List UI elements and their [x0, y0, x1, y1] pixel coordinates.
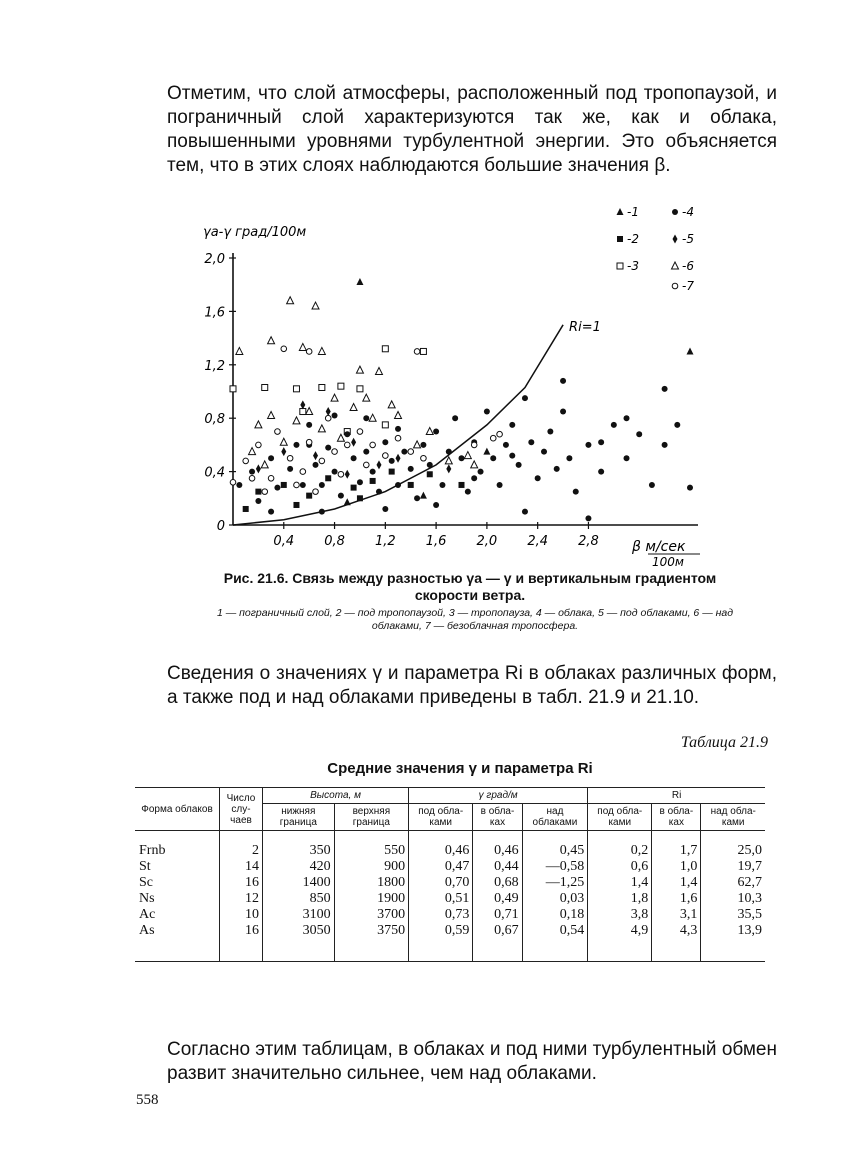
legend-label-2: -2 — [627, 232, 639, 246]
header-height-lower: нижняя граница — [263, 804, 335, 831]
data-point-series-4 — [382, 439, 388, 445]
data-point-series-7 — [268, 475, 274, 481]
table-cell: As — [139, 923, 155, 938]
data-point-series-5 — [351, 438, 356, 447]
data-point-series-3 — [420, 348, 426, 354]
data-point-series-4 — [268, 455, 274, 461]
header-ri-in: в обла-ках — [652, 804, 701, 831]
header-cases: Число слу-чаев — [220, 788, 263, 831]
table-cell: 0,67 — [473, 923, 522, 962]
header-gamma-below: под обла-ками — [409, 804, 473, 831]
data-point-series-6 — [255, 421, 262, 428]
table-cell: 13,9 — [701, 923, 765, 962]
table-title: Средние значения γ и параметра Ri — [327, 760, 593, 777]
legend-marker-7 — [672, 283, 678, 289]
data-point-series-4 — [395, 426, 401, 432]
data-point-series-4 — [376, 489, 382, 495]
table-cell: 550 — [334, 831, 408, 860]
data-point-series-4 — [662, 442, 668, 448]
data-point-series-6 — [331, 394, 338, 401]
table-row — [135, 907, 765, 923]
legend-label-4: -4 — [682, 205, 694, 219]
data-point-series-4 — [446, 449, 452, 455]
data-point-series-4 — [452, 415, 458, 421]
table-cell: 35,5 — [701, 907, 765, 923]
data-point-series-4 — [313, 462, 319, 468]
data-point-series-2 — [325, 475, 331, 481]
x-tick-label: 0,8 — [324, 534, 345, 549]
data-point-series-4 — [471, 475, 477, 481]
paragraph-table-intro: Сведения о значениях γ и параметра Ri в облаках различных форм, а также под и над облаками приведены в табл. 21.9 и 21.10. — [167, 663, 777, 708]
data-point-series-4 — [325, 445, 331, 451]
data-point-series-4 — [465, 489, 471, 495]
data-point-series-4 — [287, 466, 293, 472]
table-cell: 0,59 — [409, 923, 473, 962]
paragraph-intro: Отметим, что слой атмосферы, расположенный под тропопаузой, и пограничный слой характеризуются так же, как и облака, повышенными уровнями турбулентной энергии. Это объясняется тем, что в этих слоях наблюдаются большие значения β. — [167, 83, 777, 176]
data-point-series-4 — [351, 455, 357, 461]
x-tick-label: 1,6 — [425, 534, 447, 549]
data-point-series-4 — [357, 479, 363, 485]
table-cell: Frnb — [139, 843, 166, 858]
table-cell: Sc — [139, 875, 153, 890]
data-point-series-3 — [382, 346, 388, 352]
x-axis-label: β м/сек — [632, 539, 686, 555]
table-cell: 3,8 — [588, 907, 652, 923]
data-point-series-4 — [332, 413, 338, 419]
data-point-series-4 — [541, 449, 547, 455]
figure-caption: Рис. 21.6. Связь между разностью γa — γ и вертикальным градиентом скорости ветра. — [223, 570, 717, 603]
legend-marker-2 — [617, 236, 623, 242]
table-cell: 3700 — [334, 907, 408, 923]
data-point-series-7 — [319, 458, 325, 464]
data-point-series-4 — [547, 429, 553, 435]
data-point-series-4 — [649, 482, 655, 488]
figure-legend-caption: 1 — пограничный слой, 2 — под тропопаузой, 3 — тропопауза, 4 — облака, 5 — под облаками, 6 — над облаками, 7 — безоблачная тропосфера. — [216, 607, 734, 632]
y-tick-label: 0,4 — [204, 465, 225, 481]
header-ri: Ri — [588, 788, 765, 804]
data-point-series-6 — [318, 347, 325, 354]
data-point-series-4 — [439, 482, 445, 488]
table-row — [135, 875, 765, 891]
data-point-series-6 — [337, 434, 344, 441]
data-point-series-7 — [275, 429, 281, 435]
data-point-series-5 — [256, 464, 261, 473]
data-point-series-1 — [356, 278, 363, 285]
data-point-series-6 — [287, 297, 294, 304]
data-point-series-7 — [395, 435, 401, 441]
data-point-series-4 — [535, 475, 541, 481]
table-cell: 0,68 — [473, 875, 522, 891]
data-point-series-4 — [503, 442, 509, 448]
data-point-series-5 — [313, 451, 318, 460]
data-point-series-6 — [395, 412, 402, 419]
data-point-series-3 — [382, 422, 388, 428]
data-point-series-7 — [249, 475, 255, 481]
scatter-chart — [190, 200, 730, 570]
data-point-series-2 — [408, 482, 414, 488]
data-point-series-2 — [293, 502, 299, 508]
data-point-series-4 — [478, 469, 484, 475]
table-cell: 1,4 — [652, 875, 701, 891]
data-point-series-2 — [389, 469, 395, 475]
page-number: 558 — [136, 1092, 159, 1108]
table-cell: 1800 — [334, 875, 408, 891]
y-axis-label: γa-γ град/100м — [203, 225, 307, 240]
data-point-series-4 — [236, 482, 242, 488]
y-tick-label: 0,8 — [204, 412, 225, 428]
data-point-series-5 — [376, 460, 381, 469]
data-point-series-5 — [396, 454, 401, 463]
data-point-series-2 — [370, 478, 376, 484]
legend-label-3: -3 — [627, 259, 639, 273]
table-cell: 350 — [263, 831, 335, 860]
data-point-series-4 — [332, 469, 338, 475]
data-point-series-5 — [326, 407, 331, 416]
data-point-series-7 — [497, 431, 503, 437]
table-cell: 0,44 — [473, 859, 522, 875]
data-point-series-4 — [382, 506, 388, 512]
data-point-series-7 — [262, 489, 268, 495]
data-point-series-7 — [332, 449, 338, 455]
table-cell: 0,2 — [588, 831, 652, 860]
data-point-series-4 — [598, 439, 604, 445]
table-cell: 0,71 — [473, 907, 522, 923]
data-point-series-6 — [356, 366, 363, 373]
data-point-series-7 — [408, 449, 414, 455]
data-point-series-4 — [344, 431, 350, 437]
data-point-series-4 — [370, 469, 376, 475]
header-height: Высота, м — [263, 788, 409, 804]
table-cell: 62,7 — [701, 875, 765, 891]
table-cell: 0,45 — [522, 831, 588, 860]
data-point-series-4 — [636, 431, 642, 437]
paragraph-conclusion: Согласно этим таблицам, в облаках и под ними турбулентный обмен развит значительно сильнее, чем над облаками. — [167, 1039, 777, 1084]
table-cell: 0,73 — [409, 907, 473, 923]
table-cell: 4,3 — [652, 923, 701, 962]
y-tick-label: 1,6 — [204, 305, 225, 321]
table-cell: 1900 — [334, 891, 408, 907]
x-tick-label: 2,0 — [476, 534, 498, 549]
data-point-series-4 — [528, 439, 534, 445]
header-ri-above: над обла-ками — [701, 804, 765, 831]
data-point-series-6 — [268, 337, 275, 344]
data-point-series-4 — [497, 482, 503, 488]
data-point-series-7 — [414, 349, 420, 355]
table-cell: 0,51 — [409, 891, 473, 907]
legend-label-6: -6 — [682, 259, 694, 273]
data-point-series-3 — [319, 384, 325, 390]
data-point-series-4 — [249, 469, 255, 475]
table-cell: Ns — [139, 891, 155, 906]
data-point-series-6 — [445, 457, 452, 464]
table-cell: 3750 — [334, 923, 408, 962]
data-point-series-6 — [414, 441, 421, 448]
table-cell: 0,46 — [473, 831, 522, 860]
table-cell: 16 — [220, 875, 263, 891]
ri-curve-label: Ri=1 — [569, 319, 601, 335]
data-point-series-5 — [281, 447, 286, 456]
data-point-series-7 — [370, 442, 376, 448]
data-point-series-7 — [281, 346, 287, 352]
data-point-series-1 — [483, 448, 490, 455]
data-point-series-6 — [236, 347, 243, 354]
data-point-series-4 — [363, 449, 369, 455]
data-point-series-4 — [389, 458, 395, 464]
data-point-series-4 — [585, 515, 591, 521]
data-point-series-3 — [262, 384, 268, 390]
data-point-series-7 — [363, 462, 369, 468]
data-point-series-4 — [624, 455, 630, 461]
data-point-series-4 — [509, 422, 515, 428]
data-point-series-6 — [388, 401, 395, 408]
data-point-series-4 — [573, 489, 579, 495]
data-point-series-4 — [433, 429, 439, 435]
data-point-series-2 — [427, 471, 433, 477]
data-point-series-4 — [490, 455, 496, 461]
header-ri-below: под обла-ками — [588, 804, 652, 831]
data-point-series-4 — [300, 482, 306, 488]
table-cell: 16 — [220, 923, 263, 962]
header-height-upper: верхняя граница — [334, 804, 408, 831]
table-cell: —0,58 — [522, 859, 588, 875]
legend-marker-3 — [617, 263, 623, 269]
table-cell: 0,03 — [522, 891, 588, 907]
data-point-series-2 — [459, 482, 465, 488]
table-label: Таблица 21.9 — [680, 734, 768, 751]
data-point-series-4 — [408, 466, 414, 472]
data-point-series-6 — [318, 425, 325, 432]
data-point-series-2 — [357, 495, 363, 501]
table-cell: 0,54 — [522, 923, 588, 962]
data-point-series-6 — [312, 302, 319, 309]
data-point-series-7 — [313, 489, 319, 495]
data-point-series-1 — [344, 498, 351, 505]
data-point-series-4 — [624, 415, 630, 421]
data-point-series-7 — [230, 479, 236, 485]
data-point-series-7 — [357, 429, 363, 435]
table-cell: 850 — [263, 891, 335, 907]
data-point-series-6 — [363, 394, 370, 401]
data-point-series-4 — [611, 422, 617, 428]
table-cell: 1,0 — [652, 859, 701, 875]
table-cell: 0,46 — [409, 831, 473, 860]
data-point-series-4 — [395, 482, 401, 488]
data-point-series-6 — [464, 452, 471, 459]
table-cell: 14 — [220, 859, 263, 875]
data-point-series-4 — [414, 495, 420, 501]
data-point-series-4 — [560, 378, 566, 384]
x-tick-label: 2,4 — [527, 534, 549, 549]
data-point-series-7 — [256, 442, 262, 448]
data-point-series-4 — [509, 453, 515, 459]
x-axis-label-denominator: 100м — [652, 555, 684, 569]
table-row — [135, 891, 765, 907]
header-gamma-above: над облаками — [522, 804, 588, 831]
data-point-series-2 — [255, 489, 261, 495]
data-point-series-4 — [401, 449, 407, 455]
data-point-series-4 — [522, 509, 528, 515]
table-cell: 1,7 — [652, 831, 701, 860]
table-cell: 1,8 — [588, 891, 652, 907]
data-point-series-1 — [687, 347, 694, 354]
data-point-series-7 — [338, 471, 344, 477]
y-tick-label: 1,2 — [204, 358, 225, 374]
table-cell: St — [139, 859, 151, 874]
table-cell: 1,4 — [588, 875, 652, 891]
data-point-series-4 — [484, 409, 490, 415]
data-point-series-3 — [293, 386, 299, 392]
table-cell: 1,6 — [652, 891, 701, 907]
table-cell: 10,3 — [701, 891, 765, 907]
table-row — [135, 831, 765, 860]
data-point-series-6 — [293, 417, 300, 424]
table-cell: 900 — [334, 859, 408, 875]
data-point-series-7 — [325, 415, 331, 421]
data-point-series-4 — [363, 415, 369, 421]
data-point-series-4 — [674, 422, 680, 428]
table-cell: —1,25 — [522, 875, 588, 891]
y-tick-label: 0 — [216, 519, 225, 534]
data-point-series-4 — [554, 466, 560, 472]
legend-marker-6 — [672, 262, 679, 269]
data-point-series-4 — [598, 469, 604, 475]
data-point-series-7 — [344, 442, 350, 448]
data-point-series-5 — [345, 470, 350, 479]
table-cell: Ac — [139, 907, 156, 922]
table-cell: 19,7 — [701, 859, 765, 875]
data-point-series-7 — [243, 458, 249, 464]
data-point-series-2 — [306, 493, 312, 499]
legend-marker-5 — [673, 235, 678, 244]
data-point-series-4 — [516, 462, 522, 468]
data-point-series-4 — [255, 498, 261, 504]
data-point-series-3 — [230, 386, 236, 392]
data-point-series-7 — [300, 469, 306, 475]
data-point-series-7 — [306, 349, 312, 355]
table-cell: 0,47 — [409, 859, 473, 875]
data-point-series-6 — [369, 414, 376, 421]
data-point-series-3 — [338, 383, 344, 389]
table-cell: 420 — [263, 859, 335, 875]
data-point-series-4 — [585, 442, 591, 448]
table-cell: 3,1 — [652, 907, 701, 923]
legend-marker-4 — [672, 209, 678, 215]
data-point-series-4 — [433, 502, 439, 508]
data-point-series-4 — [566, 455, 572, 461]
legend-marker-1 — [617, 208, 624, 215]
x-tick-label: 2,8 — [578, 534, 599, 549]
data-point-series-7 — [383, 453, 389, 459]
data-point-series-4 — [293, 442, 299, 448]
data-point-series-1 — [420, 492, 427, 499]
data-point-series-6 — [280, 438, 287, 445]
data-point-series-6 — [299, 343, 306, 350]
data-point-series-4 — [687, 485, 693, 491]
table-cell: 3100 — [263, 907, 335, 923]
data-point-series-4 — [338, 493, 344, 499]
legend-label-7: -7 — [682, 279, 694, 293]
data-point-series-5 — [300, 400, 305, 409]
table-cell: 0,70 — [409, 875, 473, 891]
data-point-series-4 — [662, 386, 668, 392]
data-point-series-7 — [306, 439, 312, 445]
table-row — [135, 923, 765, 962]
data-point-series-4 — [459, 455, 465, 461]
data-point-series-7 — [287, 455, 293, 461]
data-point-series-4 — [268, 509, 274, 515]
data-point-series-6 — [471, 461, 478, 468]
data-point-series-4 — [274, 485, 280, 491]
data-point-series-4 — [306, 422, 312, 428]
table-cell: 10 — [220, 907, 263, 923]
table-cell: 3050 — [263, 923, 335, 962]
table-cell: 0,18 — [522, 907, 588, 923]
data-point-series-5 — [446, 464, 451, 473]
data-point-series-4 — [560, 409, 566, 415]
data-point-series-7 — [294, 482, 300, 488]
x-tick-label: 1,2 — [374, 534, 396, 549]
data-point-series-4 — [522, 395, 528, 401]
data-table — [135, 787, 765, 962]
data-point-series-7 — [490, 435, 496, 441]
data-point-series-6 — [426, 428, 433, 435]
data-point-series-6 — [261, 461, 268, 468]
header-form: Форма облаков — [135, 788, 220, 831]
data-point-series-4 — [319, 509, 325, 515]
data-point-series-6 — [249, 448, 256, 455]
data-point-series-2 — [351, 485, 357, 491]
header-gamma-in: в обла-ках — [473, 804, 522, 831]
data-point-series-4 — [420, 442, 426, 448]
table-cell: 0,49 — [473, 891, 522, 907]
y-tick-label: 2,0 — [204, 252, 225, 267]
legend-label-1: -1 — [627, 205, 639, 219]
table-cell: 12 — [220, 891, 263, 907]
table-cell: 2 — [220, 831, 263, 860]
data-point-series-7 — [471, 442, 477, 448]
data-point-series-3 — [300, 409, 306, 415]
table-cell: 25,0 — [701, 831, 765, 860]
data-point-series-4 — [427, 462, 433, 468]
data-point-series-2 — [243, 506, 249, 512]
data-point-series-6 — [268, 412, 275, 419]
header-gamma: γ град/м — [409, 788, 588, 804]
table-row — [135, 859, 765, 875]
data-point-series-4 — [319, 482, 325, 488]
legend-label-5: -5 — [682, 232, 694, 246]
table-cell: 4,9 — [588, 923, 652, 962]
table-cell: 1400 — [263, 875, 335, 891]
data-point-series-2 — [281, 482, 287, 488]
data-point-series-3 — [357, 386, 363, 392]
data-point-series-6 — [306, 408, 313, 415]
data-point-series-7 — [421, 455, 427, 461]
data-point-series-6 — [350, 404, 357, 411]
x-tick-label: 0,4 — [273, 534, 295, 549]
data-point-series-6 — [375, 367, 382, 374]
table-cell: 0,6 — [588, 859, 652, 875]
